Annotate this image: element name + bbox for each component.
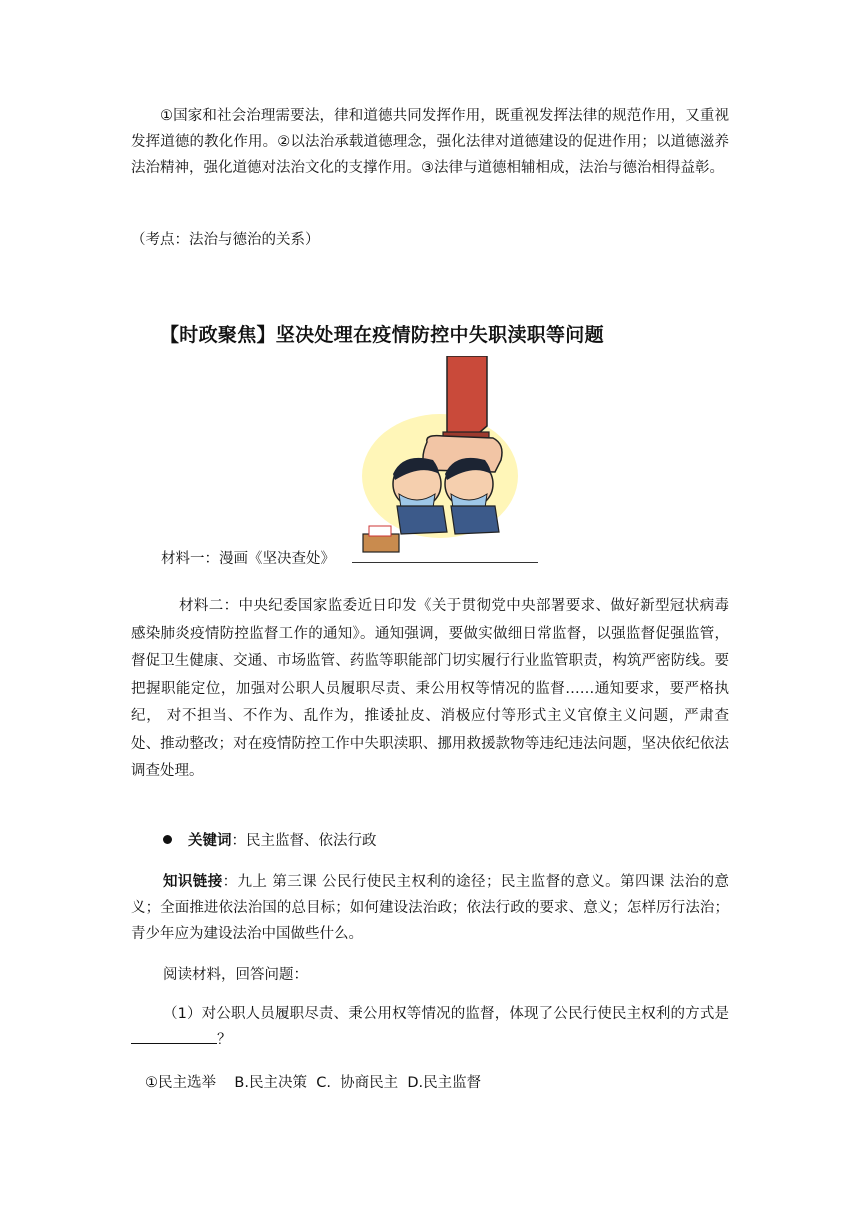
knowledge-link-label: 知识链接: [163, 874, 223, 890]
cartoon-illustration: [355, 356, 535, 556]
cartoon-sleeve: [447, 356, 487, 438]
question-one: [131, 1001, 729, 1053]
keywords-value: 民主监督、依法行政: [246, 833, 377, 849]
cartoon-caption: 材料一：漫画《坚决查处》: [161, 551, 335, 567]
keywords-separator: ：: [231, 833, 246, 849]
keywords-label: 关键词: [188, 833, 232, 849]
read-prompt: 阅读材料，回答问题：: [163, 967, 308, 983]
exam-point-note: （考点：法治与德治的关系）: [131, 232, 320, 248]
section-headline: 【时政聚焦】坚决处理在疫情防控中失职渎职等问题: [160, 324, 604, 346]
answer-options: ①民主选举 B.民主决策 C. 协商民主 D.民主监督: [145, 1075, 482, 1091]
keywords-row: [163, 829, 377, 850]
bullet-icon: [163, 835, 172, 844]
caption-underline: [352, 562, 538, 563]
question-text: （1）对公职人员履职尽责、秉公用权等情况的监督，体现了公民行使民主权利的方式是: [163, 1006, 729, 1022]
answer-blank: [131, 1029, 217, 1044]
question-end: ？: [217, 1032, 232, 1048]
cartoon-desk: [363, 534, 399, 552]
knowledge-link-paragraph: [131, 869, 729, 947]
paragraph-material-two: 材料二：中央纪委国家监委近日印发《关于贯彻党中央部署要求、做好新型冠状病毒感染肺炎疫情防控监督工作的通知》。通知强调，要做实做细日常监督，以强监督促强监管，督促卫生健康、交通、市场监管、药监等职能部门切实履行行业监管职责，构筑严密防线。要把握职能定位，加强对公职人员履职尽责、秉公用权等情况的监督……通知要求，要严格执纪， 对不担当、不作为、乱作为，推诿扯皮、消极应付等形式主义官僚主义问题，严肃查处、推动整改；对在疫情防控工作中失职渎职、挪用救援款物等违纪违法问题，坚决依纪依法调查处理。: [131, 598, 729, 779]
paragraph-law-morality: ①国家和社会治理需要法，律和道德共同发挥作用，既重视发挥法律的规范作用，又重视发挥道德的教化作用。②以法治承载道德理念，强化法律对道德建设的促进作用；以道德滋养法治精神，强化道德对法治文化的支撑作用。③法律与道德相辅相成，法治与德治相得益彰。: [131, 108, 729, 176]
knowledge-link-value: ：九上 第三课 公民行使民主权利的途径；民主监督的意义。第四课 法治的意义；全面推进依法治国的总目标；如何建设法治政；依法行政的要求、意义；怎样厉行法治；青少年应为建设法治中国做些什么。: [131, 874, 729, 942]
